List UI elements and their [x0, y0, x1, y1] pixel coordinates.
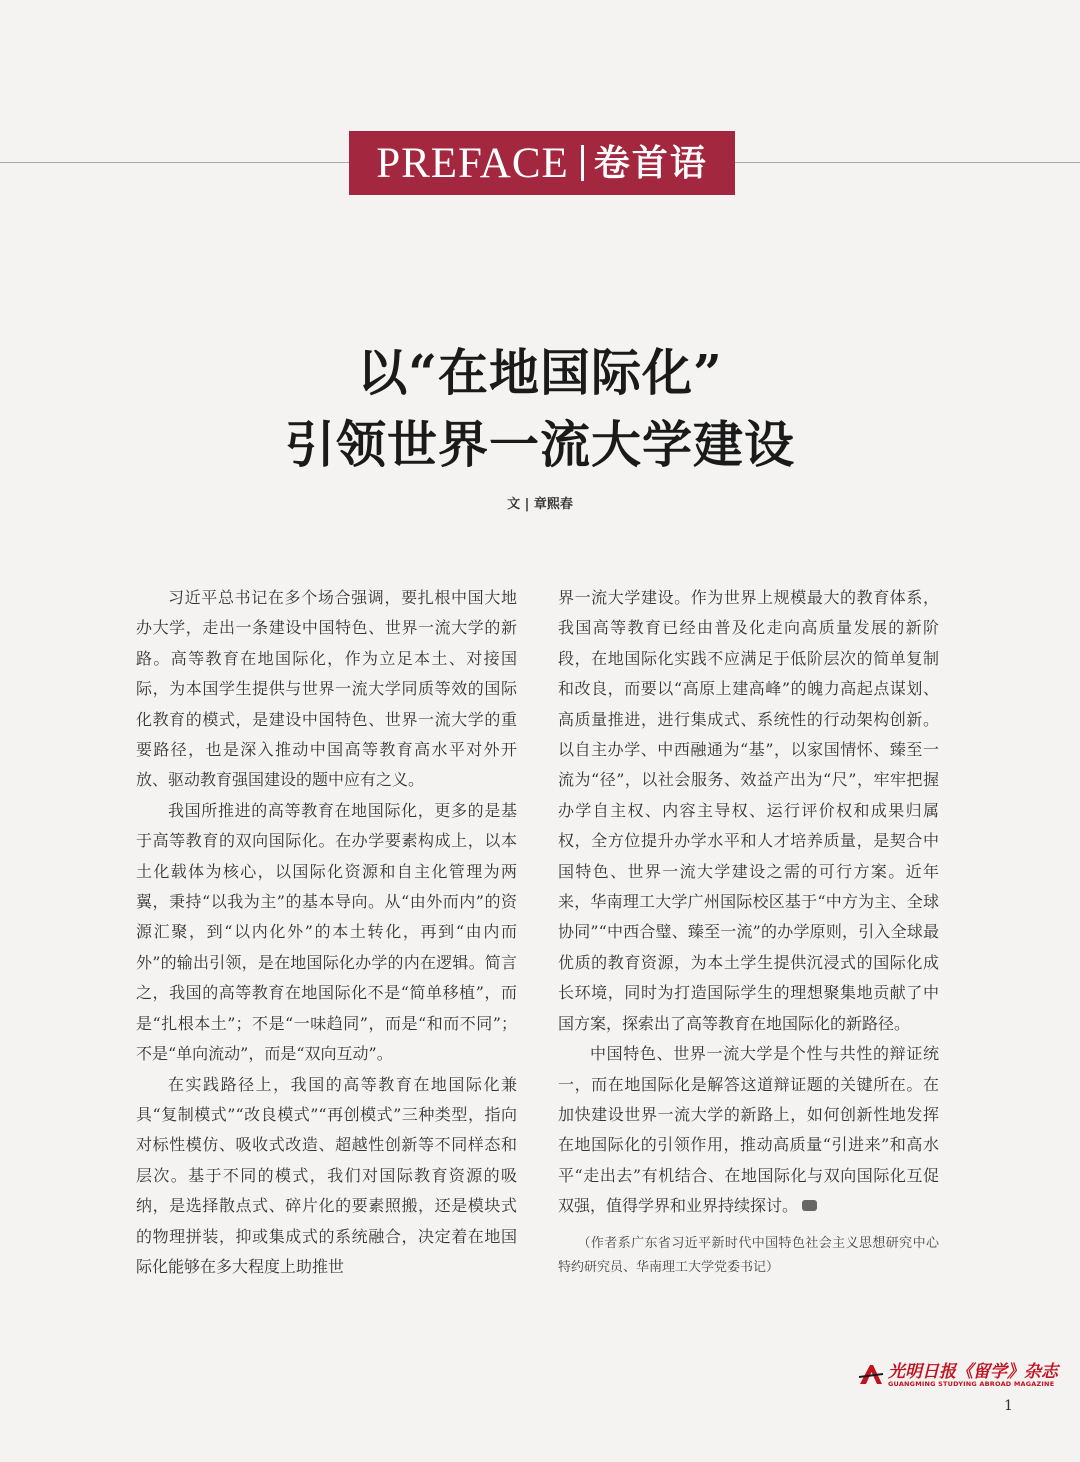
page-number: 1: [1004, 1398, 1013, 1414]
preface-label-zh: 卷首语: [593, 142, 708, 184]
author-note: （作者系广东省习近平新时代中国特色社会主义思想研究中心特约研究员、华南理工大学党委书记）: [558, 1235, 939, 1275]
paragraph-text: 中国特色、世界一流大学是个性与共性的辩证统一，而在地国际化是解答这道辩证题的关键所在。在加快建设世界一流大学的新路上，如何创新性地发挥在地国际化的引领作用，推动高质量“引进来”和高水平“走出去”有机结合、在地国际化与双向国际化互促双强，值得学界和业界持续探讨。: [558, 1044, 939, 1216]
logo-mark-icon: [858, 1362, 884, 1388]
logo-text-en: GUANGMING STUDYING ABROAD MAGAZINE: [888, 1380, 1055, 1388]
paragraph: 习近平总书记在多个场合强调，要扎根中国大地办大学，走出一条建设中国特色、世界一流大学的新路。高等教育在地国际化，作为立足本土、对接国际，为本国学生提供与世界一流大学同质等效的国际化教育的模式，是建设中国特色、世界一流大学的重要路径，也是深入推动中国高等教育高水平对外开放、驱动教育强国建设的题中应有之义。: [136, 588, 517, 790]
paragraph: 我国所推进的高等教育在地国际化，更多的是基于高等教育的双向国际化。在办学要素构成上，以本土化载体为核心，以国际化资源和自主化管理为两翼，秉持“以我为主”的基本导向。从“由外而内”的资源汇聚，到“以内化外”的本土转化，再到“由内而外”的输出引领，是在地国际化办学的内在逻辑。简言之，我国的高等教育在地国际化不是“简单移植”，而是“扎根本土”；不是“一味趋同”，而是“和而不同”；不是“单向流动”，而是“双向互动”。: [136, 800, 517, 1064]
banner-divider: [581, 145, 584, 181]
paragraph: 在实践路径上，我国的高等教育在地国际化兼具“复制模式”“改良模式”“再创模式”三种类型，指向对标性模仿、吸收式改造、超越性创新等不同样态和层次。基于不同的模式，我们对国际教育资源的吸纳，是选择散点式、碎片化的要素照搬，还是模块式的物理拼装，抑或集成式的系统融合，决定着在地国际化能够在多大程度上助推世: [136, 1074, 517, 1276]
preface-banner: [349, 131, 735, 195]
right-column: [558, 583, 939, 1280]
preface-label-en: PREFACE: [376, 139, 569, 187]
logo-text-cn: 光明日报《留学》杂志: [888, 1362, 1058, 1382]
article-title-line1: 以“在地国际化”: [357, 343, 723, 402]
magazine-logo: [858, 1362, 1058, 1390]
paragraph: [558, 1039, 939, 1221]
article-end-icon: [802, 1200, 817, 1211]
byline: 文 | 章熙春: [507, 497, 573, 512]
paragraph: 界一流大学建设。作为世界上规模最大的教育体系，我国高等教育已经由普及化走向高质量发展的新阶段，在地国际化实践不应满足于低阶层次的简单复制和改良，而要以“高原上建高峰”的魄力高起点谋划、高质量推进，进行集成式、系统性的行动架构创新。以自主办学、中西融通为“基”，以家国情怀、臻至一流为“径”，以社会服务、效益产出为“尺”，牢牢把握办学自主权、内容主导权、运行评价权和成果归属权，全方位提升办学水平和人才培养质量，是契合中国特色、世界一流大学建设之需的可行方案。近年来，华南理工大学广州国际校区基于“中方为主、全球协同”“中西合璧、臻至一流”的办学原则，引入全球最优质的教育资源，为本土学生提供沉浸式的国际化成长环境，同时为打造国际学生的理想聚集地贡献了中国方案，探索出了高等教育在地国际化的新路径。: [558, 588, 939, 1033]
left-column: [136, 583, 517, 1282]
article-title-line2: 引领世界一流大学建设: [285, 415, 795, 474]
